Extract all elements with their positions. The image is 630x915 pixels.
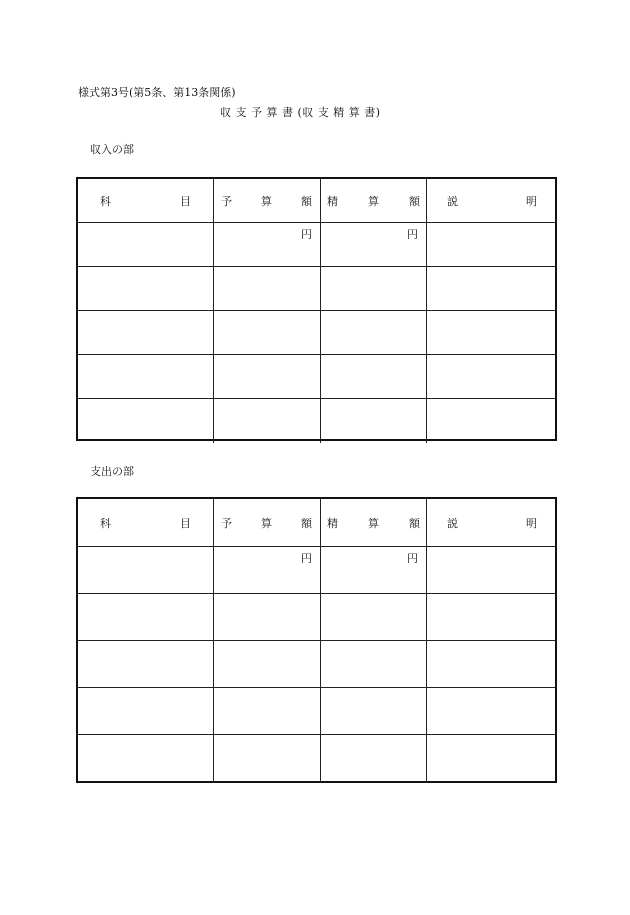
income-table xyxy=(76,177,557,441)
description-cell[interactable] xyxy=(427,547,555,593)
subject-cell[interactable] xyxy=(78,355,214,398)
budget-cell[interactable] xyxy=(214,267,321,310)
settlement-cell[interactable] xyxy=(321,594,427,640)
settlement-cell[interactable] xyxy=(321,223,427,266)
table-row xyxy=(78,223,555,267)
header-char: 科 xyxy=(100,516,111,530)
budget-cell[interactable] xyxy=(214,641,321,687)
header-char: 額 xyxy=(301,194,312,208)
table-row xyxy=(78,735,555,782)
settlement-cell[interactable] xyxy=(321,688,427,734)
table-row xyxy=(78,267,555,311)
table-row xyxy=(78,355,555,399)
subject-cell[interactable] xyxy=(78,311,214,354)
header-char: 目 xyxy=(180,194,191,208)
header-subject-cell xyxy=(78,499,214,546)
header-budget-cell xyxy=(214,499,321,546)
description-cell[interactable] xyxy=(427,311,555,354)
income-section-label: 収入の部 xyxy=(90,143,134,156)
budget-cell[interactable] xyxy=(214,547,321,593)
header-char: 説 xyxy=(447,194,458,208)
header-char: 明 xyxy=(526,194,537,208)
yen-unit: 円 xyxy=(407,228,418,241)
header-char: 予 xyxy=(221,516,232,530)
budget-cell[interactable] xyxy=(214,594,321,640)
budget-cell[interactable] xyxy=(214,399,321,443)
budget-cell[interactable] xyxy=(214,355,321,398)
header-char: 精 xyxy=(327,516,338,530)
header-char: 算 xyxy=(368,194,379,208)
header-char: 額 xyxy=(301,516,312,530)
header-settlement-cell xyxy=(321,499,427,546)
header-char: 算 xyxy=(261,516,272,530)
yen-unit: 円 xyxy=(301,552,312,565)
table-row xyxy=(78,311,555,355)
settlement-cell[interactable] xyxy=(321,735,427,782)
header-description-cell xyxy=(427,179,555,222)
subject-cell[interactable] xyxy=(78,688,214,734)
expense-header-row xyxy=(78,499,555,547)
budget-cell[interactable] xyxy=(214,311,321,354)
yen-unit: 円 xyxy=(301,228,312,241)
subject-cell[interactable] xyxy=(78,735,214,782)
header-char: 額 xyxy=(409,194,420,208)
header-subject-cell xyxy=(78,179,214,222)
budget-cell[interactable] xyxy=(214,735,321,782)
yen-unit: 円 xyxy=(407,552,418,565)
form-number-label: 様式第3号(第5条、第13条関係) xyxy=(78,86,236,99)
description-cell[interactable] xyxy=(427,688,555,734)
description-cell[interactable] xyxy=(427,267,555,310)
table-row xyxy=(78,688,555,735)
subject-cell[interactable] xyxy=(78,267,214,310)
subject-cell[interactable] xyxy=(78,594,214,640)
header-char: 明 xyxy=(526,516,537,530)
description-cell[interactable] xyxy=(427,594,555,640)
header-description-cell xyxy=(427,499,555,546)
settlement-cell[interactable] xyxy=(321,267,427,310)
header-budget-cell xyxy=(214,179,321,222)
description-cell[interactable] xyxy=(427,641,555,687)
description-cell[interactable] xyxy=(427,355,555,398)
description-cell[interactable] xyxy=(427,399,555,443)
table-row xyxy=(78,547,555,594)
subject-cell[interactable] xyxy=(78,641,214,687)
header-char: 予 xyxy=(221,194,232,208)
table-row xyxy=(78,641,555,688)
header-char: 説 xyxy=(447,516,458,530)
description-cell[interactable] xyxy=(427,735,555,782)
header-char: 算 xyxy=(261,194,272,208)
header-char: 算 xyxy=(368,516,379,530)
table-row xyxy=(78,594,555,641)
header-char: 目 xyxy=(180,516,191,530)
header-settlement-cell xyxy=(321,179,427,222)
settlement-cell[interactable] xyxy=(321,311,427,354)
header-char: 精 xyxy=(327,194,338,208)
subject-cell[interactable] xyxy=(78,399,214,443)
budget-cell[interactable] xyxy=(214,688,321,734)
header-char: 科 xyxy=(100,194,111,208)
settlement-cell[interactable] xyxy=(321,547,427,593)
subject-cell[interactable] xyxy=(78,223,214,266)
settlement-cell[interactable] xyxy=(321,641,427,687)
description-cell[interactable] xyxy=(427,223,555,266)
income-header-row xyxy=(78,179,555,223)
expense-table xyxy=(76,497,557,783)
document-title: 収 支 予 算 書 (収 支 精 算 書) xyxy=(220,106,381,119)
budget-cell[interactable] xyxy=(214,223,321,266)
settlement-cell[interactable] xyxy=(321,399,427,443)
expense-section-label: 支出の部 xyxy=(90,465,134,478)
table-row xyxy=(78,399,555,443)
subject-cell[interactable] xyxy=(78,547,214,593)
header-char: 額 xyxy=(409,516,420,530)
settlement-cell[interactable] xyxy=(321,355,427,398)
